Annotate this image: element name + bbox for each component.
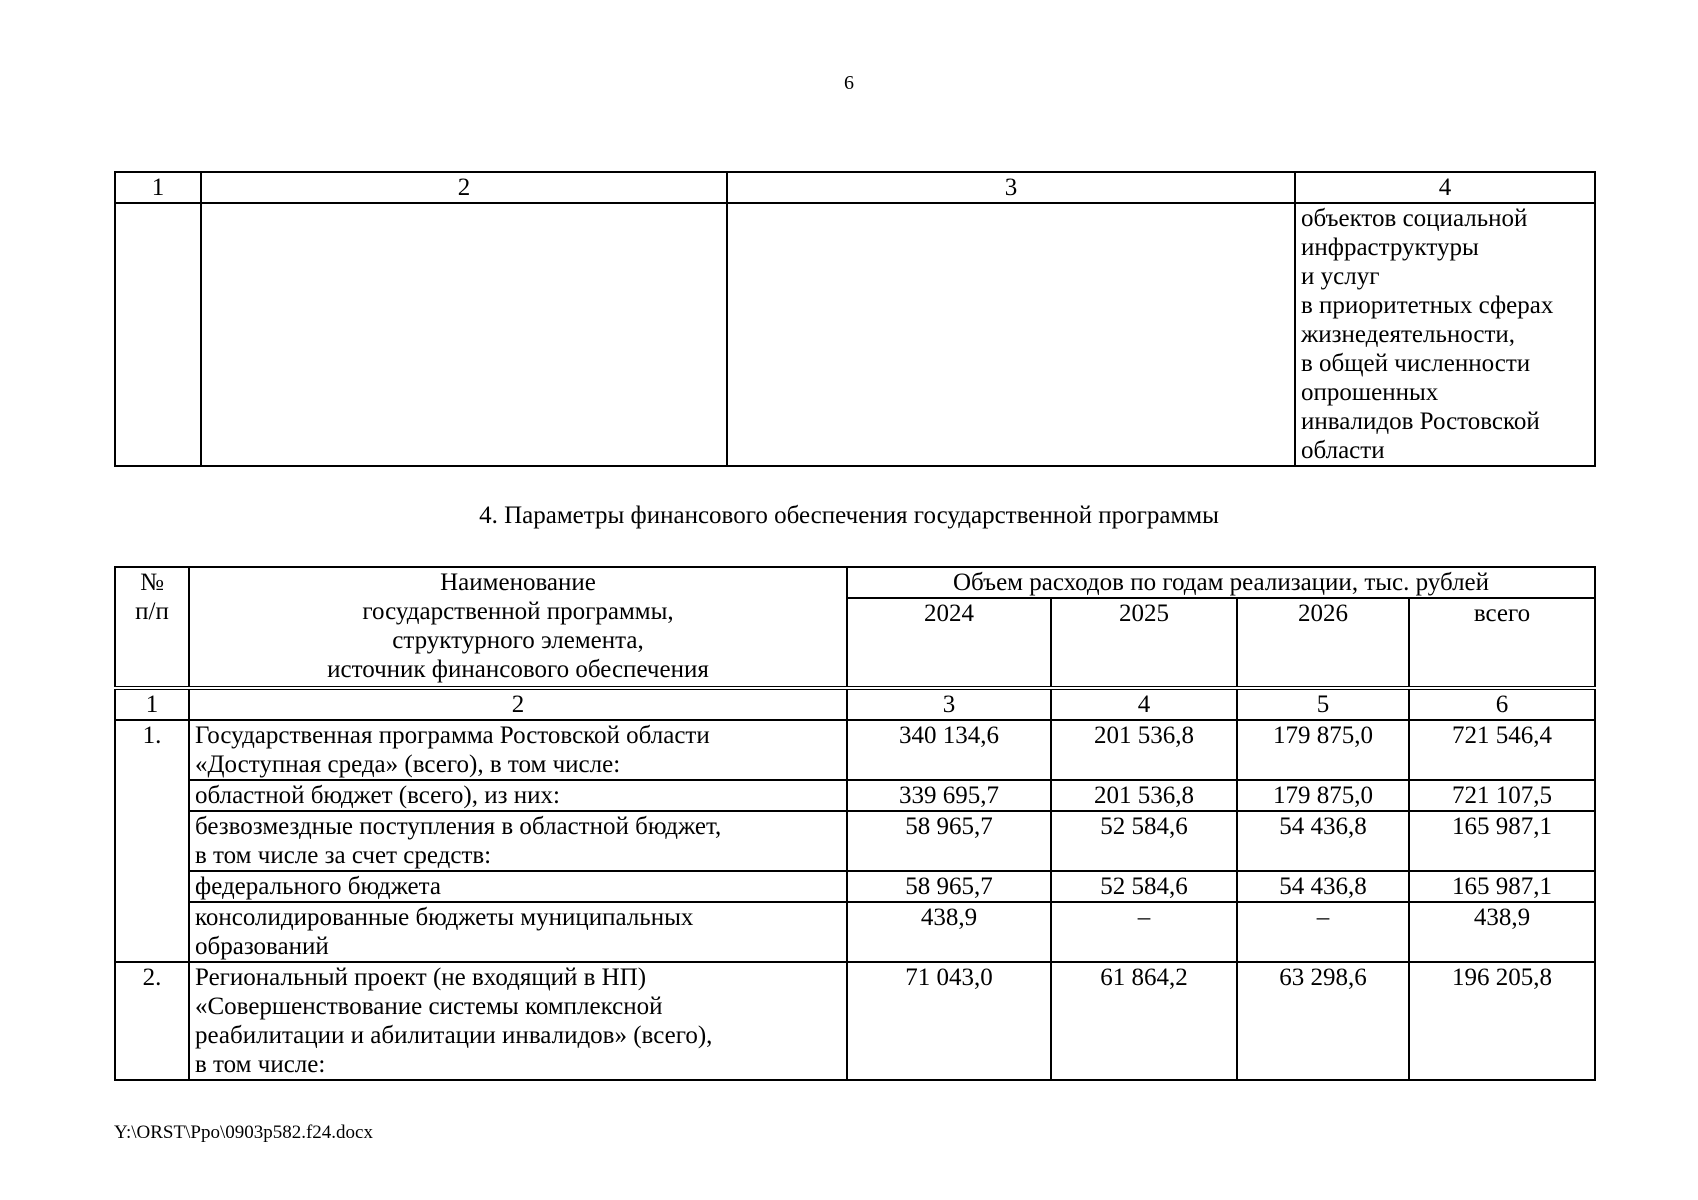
text-line: опрошенных <box>1301 379 1439 406</box>
header-line: структурного элемента, <box>392 627 644 654</box>
text-line: области <box>1301 437 1385 464</box>
text-line: образований <box>195 933 329 960</box>
value-total: 196 205,8 <box>1409 962 1595 1080</box>
header-line: источник финансового обеспечения <box>327 656 709 683</box>
text-line: областной бюджет (всего), из них: <box>195 782 560 809</box>
value-2024: 58 965,7 <box>847 811 1051 871</box>
file-path-footer: Y:\ORST\Ppo\0903p582.f24.docx <box>114 1122 373 1143</box>
row-name <box>189 902 847 962</box>
header-name <box>189 567 847 688</box>
value-2026: 54 436,8 <box>1237 811 1409 871</box>
text-line: в том числе за счет средств: <box>195 842 492 869</box>
value-2026: 179 875,0 <box>1237 780 1409 811</box>
header-total: всего <box>1409 598 1595 688</box>
text-line: и услуг <box>1301 263 1380 290</box>
text-line: инвалидов Ростовской <box>1301 408 1540 435</box>
value-2024: 438,9 <box>847 902 1051 962</box>
continuation-table <box>114 171 1596 467</box>
indicator-text-cell <box>1295 203 1595 466</box>
text-line: объектов социальной <box>1301 205 1528 232</box>
financial-table <box>114 566 1596 1081</box>
value-total: 721 107,5 <box>1409 780 1595 811</box>
header-year: 2024 <box>847 598 1051 688</box>
row-number: 2. <box>115 962 189 1080</box>
text-line: в том числе: <box>195 1051 326 1078</box>
text-line: «Доступная среда» (всего), в том числе: <box>195 751 621 778</box>
text-line: в приоритетных сферах <box>1301 292 1554 319</box>
value-2024: 339 695,7 <box>847 780 1051 811</box>
text-line: Региональный проект (не входящий в НП) <box>195 964 647 991</box>
table-cell <box>727 203 1295 466</box>
text-line: консолидированные бюджеты муниципальных <box>195 904 694 931</box>
table-header-row <box>115 172 1595 203</box>
table-row <box>115 780 1595 811</box>
value-2025: 52 584,6 <box>1051 811 1237 871</box>
section-title: 4. Параметры финансового обеспечения государственной программы <box>479 502 1219 529</box>
text-line: «Совершенствование системы комплексной <box>195 993 663 1020</box>
header-number <box>115 567 189 688</box>
row-name <box>189 871 847 902</box>
table-header-row <box>115 567 1595 598</box>
text-line: реабилитации и абилитации инвалидов» (всего), <box>195 1022 713 1049</box>
column-number: 5 <box>1237 688 1409 720</box>
page-number: 6 <box>844 72 854 94</box>
header-line: № <box>140 569 164 596</box>
table-row <box>115 871 1595 902</box>
column-number: 4 <box>1295 172 1595 203</box>
text-line: Государственная программа Ростовской области <box>195 722 710 749</box>
row-name <box>189 720 847 780</box>
table-row <box>115 203 1595 466</box>
value-total: 721 546,4 <box>1409 720 1595 780</box>
column-number: 1 <box>115 172 201 203</box>
value-2024: 340 134,6 <box>847 720 1051 780</box>
value-2024: 58 965,7 <box>847 871 1051 902</box>
value-2025: – <box>1051 902 1237 962</box>
value-2025: 61 864,2 <box>1051 962 1237 1080</box>
value-2025: 201 536,8 <box>1051 720 1237 780</box>
value-2026: – <box>1237 902 1409 962</box>
table-row <box>115 962 1595 1080</box>
column-number: 2 <box>201 172 727 203</box>
header-year: 2025 <box>1051 598 1237 688</box>
column-numbers-row <box>115 688 1595 720</box>
row-name <box>189 962 847 1080</box>
table-cell <box>115 203 201 466</box>
value-total: 438,9 <box>1409 902 1595 962</box>
table-row <box>115 811 1595 871</box>
value-2026: 54 436,8 <box>1237 871 1409 902</box>
column-number: 3 <box>847 688 1051 720</box>
value-2024: 71 043,0 <box>847 962 1051 1080</box>
value-total: 165 987,1 <box>1409 871 1595 902</box>
header-line: п/п <box>135 598 169 625</box>
table-row <box>115 902 1595 962</box>
text-line: жизнедеятельности, <box>1301 321 1516 348</box>
header-line: государственной программы, <box>362 598 674 625</box>
column-number: 1 <box>115 688 189 720</box>
text-line: безвозмездные поступления в областной бюджет, <box>195 813 722 840</box>
value-2026: 179 875,0 <box>1237 720 1409 780</box>
header-volume: Объем расходов по годам реализации, тыс. рублей <box>847 567 1595 598</box>
value-2025: 201 536,8 <box>1051 780 1237 811</box>
table-cell <box>201 203 727 466</box>
value-2026: 63 298,6 <box>1237 962 1409 1080</box>
value-2025: 52 584,6 <box>1051 871 1237 902</box>
column-number: 2 <box>189 688 847 720</box>
column-number: 3 <box>727 172 1295 203</box>
header-line: Наименование <box>440 569 596 596</box>
table-row <box>115 720 1595 780</box>
row-number: 1. <box>115 720 189 962</box>
row-name <box>189 811 847 871</box>
row-name <box>189 780 847 811</box>
text-line: федерального бюджета <box>195 873 441 900</box>
header-year: 2026 <box>1237 598 1409 688</box>
column-number: 4 <box>1051 688 1237 720</box>
text-line: инфраструктуры <box>1301 234 1479 261</box>
text-line: в общей численности <box>1301 350 1531 377</box>
column-number: 6 <box>1409 688 1595 720</box>
value-total: 165 987,1 <box>1409 811 1595 871</box>
